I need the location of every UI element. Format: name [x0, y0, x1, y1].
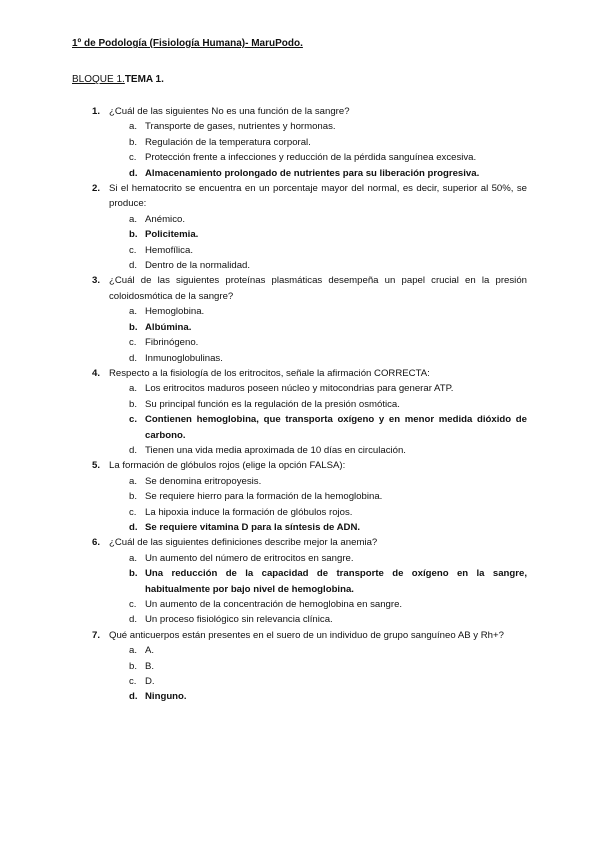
option-letter: d.	[129, 444, 138, 456]
option-text: Albúmina.	[145, 321, 192, 333]
option-text: Su principal función es la regulación de la presión osmótica.	[145, 398, 400, 410]
question-body	[109, 104, 527, 181]
option-text: Almacenamiento prolongado de nutrientes para su liberación progresiva.	[145, 167, 480, 179]
question-item	[72, 273, 527, 365]
answer-option	[129, 505, 527, 520]
option-text: Regulación de la temperatura corporal.	[145, 136, 311, 148]
question-number: 3.	[91, 275, 100, 287]
question-text: ¿Cuál de las siguientes proteínas plasmáticas desempeña un papel crucial en la presión coloidosmótica de la sangre?	[109, 275, 527, 302]
answer-option	[129, 474, 527, 489]
answer-option	[129, 243, 527, 258]
answer-option	[129, 335, 527, 350]
option-text: Contienen hemoglobina, que transporta oxígeno y en menor medida dióxido de carbono.	[145, 414, 527, 441]
option-list	[129, 304, 527, 366]
question-body	[109, 535, 527, 627]
option-text: Ninguno.	[145, 691, 187, 703]
answer-option-correct	[129, 566, 527, 597]
answer-option	[129, 597, 527, 612]
option-letter: b.	[129, 491, 138, 503]
option-text: D.	[145, 676, 155, 688]
question-body	[109, 366, 527, 458]
answer-option	[129, 135, 527, 150]
option-text: Transporte de gases, nutrientes y hormonas.	[145, 121, 336, 133]
option-text: Se denomina eritropoyesis.	[145, 475, 262, 487]
option-list	[129, 474, 527, 536]
question-text: Qué anticuerpos están presentes en el suero de un individuo de grupo sanguíneo AB y Rh+?	[109, 629, 504, 641]
question-text: La formación de glóbulos rojos (elige la opción FALSA):	[109, 460, 346, 472]
answer-option-correct	[129, 227, 527, 242]
question-list	[72, 104, 527, 705]
answer-option	[129, 551, 527, 566]
option-text: Una reducción de la capacidad de transporte de oxígeno en la sangre, habitualmente por bajo nivel de hemoglobina.	[145, 568, 527, 595]
option-text: Inmunoglobulinas.	[145, 352, 223, 364]
option-text: Se requiere vitamina D para la síntesis de ADN.	[145, 521, 361, 533]
option-text: Los eritrocitos maduros poseen núcleo y mitocondrias para generar ATP.	[145, 383, 454, 395]
option-text: Protección frente a infecciones y reducción de la pérdida sanguínea excesiva.	[145, 152, 477, 164]
answer-option	[129, 489, 527, 504]
question-body	[109, 181, 527, 273]
question-item	[72, 181, 527, 273]
answer-option	[129, 119, 527, 134]
option-text: Fibrinógeno.	[145, 337, 199, 349]
option-text: Anémico.	[145, 213, 185, 225]
answer-option-correct	[129, 320, 527, 335]
option-list	[129, 381, 527, 458]
option-letter: c.	[129, 337, 137, 349]
option-letter: b.	[129, 229, 138, 241]
answer-option	[129, 674, 527, 689]
option-letter: a.	[129, 213, 138, 225]
question-text: Respecto a la fisiología de los eritrocitos, señale la afirmación CORRECTA:	[109, 367, 430, 379]
option-letter: c.	[129, 152, 137, 164]
answer-option-correct	[129, 412, 527, 443]
option-text: La hipoxia induce la formación de glóbulos rojos.	[145, 506, 353, 518]
question-text: Si el hematocrito se encuentra en un porcentaje mayor del normal, es decir, superior al 50%, se produce:	[109, 183, 527, 210]
option-letter: a.	[129, 306, 138, 318]
option-letter: b.	[129, 321, 138, 333]
option-letter: d.	[129, 614, 138, 626]
option-letter: b.	[129, 660, 138, 672]
question-item	[72, 458, 527, 535]
question-item	[72, 366, 527, 458]
question-number: 7.	[91, 629, 100, 641]
question-number: 2.	[91, 183, 100, 195]
topic-label: TEMA 1.	[124, 74, 164, 85]
question-body	[109, 273, 527, 365]
answer-option	[129, 612, 527, 627]
option-letter: b.	[129, 136, 138, 148]
question-number: 5.	[91, 460, 100, 472]
answer-option-correct	[129, 166, 527, 181]
option-list	[129, 212, 527, 274]
answer-option-correct	[129, 689, 527, 704]
question-item	[72, 535, 527, 627]
block-label: BLOQUE 1.	[72, 74, 125, 85]
option-text: Un aumento de la concentración de hemoglobina en sangre.	[145, 599, 403, 610]
option-text: Un aumento del número de eritrocitos en sangre.	[145, 552, 354, 564]
answer-option-correct	[129, 520, 527, 535]
option-letter: c.	[129, 414, 138, 426]
option-letter: d.	[129, 691, 138, 703]
option-list	[129, 551, 527, 628]
option-letter: a.	[129, 645, 138, 657]
option-text: Dentro de la normalidad.	[145, 260, 251, 272]
question-text: ¿Cuál de las siguientes definiciones describe mejor la anemia?	[109, 537, 378, 549]
answer-option	[129, 304, 527, 319]
answer-option	[129, 351, 527, 366]
option-letter: c.	[129, 506, 137, 518]
answer-option	[129, 381, 527, 396]
answer-option	[129, 258, 527, 273]
option-list	[129, 643, 527, 705]
answer-option	[129, 659, 527, 674]
option-text: Hemofílica.	[145, 244, 193, 256]
option-letter: b.	[129, 568, 138, 580]
document-header: 1º de Podología (Fisiología Humana)- MaruPodo.	[72, 38, 303, 49]
question-text: ¿Cuál de las siguientes No es una función de la sangre?	[109, 106, 350, 117]
option-letter: a.	[129, 475, 138, 487]
option-text: Hemoglobina.	[145, 306, 205, 318]
option-letter: d.	[129, 352, 138, 364]
answer-option	[129, 643, 527, 658]
answer-option	[129, 150, 527, 165]
option-text: B.	[145, 660, 155, 672]
question-item	[72, 104, 527, 181]
answer-option	[129, 212, 527, 227]
option-text: Se requiere hierro para la formación de la hemoglobina.	[145, 491, 383, 503]
option-list	[129, 119, 527, 181]
option-letter: d.	[129, 260, 138, 272]
option-text: Un proceso fisiológico sin relevancia clínica.	[145, 614, 333, 626]
option-letter: b.	[129, 398, 138, 410]
option-letter: d.	[129, 521, 138, 533]
option-text: Tienen una vida media aproximada de 10 días en circulación.	[145, 444, 406, 456]
question-body	[109, 628, 527, 705]
option-letter: c.	[129, 244, 137, 256]
answer-option	[129, 443, 527, 458]
option-letter: c.	[129, 676, 137, 688]
option-letter: a.	[129, 552, 138, 564]
question-item	[72, 628, 527, 705]
option-text: Policitemia.	[145, 229, 199, 241]
question-number: 1.	[91, 106, 100, 117]
question-number: 6.	[91, 537, 100, 549]
question-number: 4.	[91, 367, 100, 379]
option-letter: a.	[129, 383, 138, 395]
option-text: A.	[145, 645, 155, 657]
option-letter: c.	[129, 599, 137, 610]
option-letter: d.	[129, 167, 138, 179]
option-letter: a.	[129, 121, 138, 133]
question-body	[109, 458, 527, 535]
block-title	[72, 74, 164, 85]
answer-option	[129, 397, 527, 412]
